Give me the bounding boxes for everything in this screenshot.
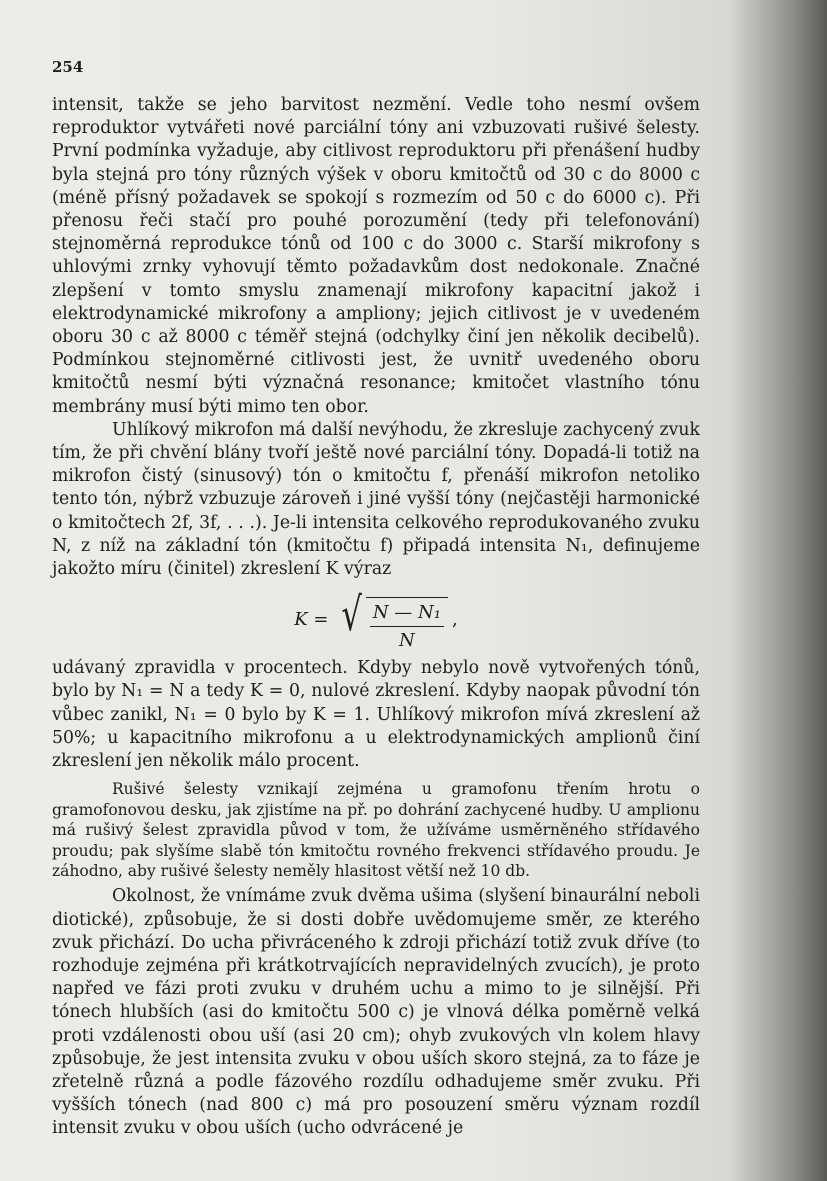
page-body [52, 94, 700, 1141]
paragraph: Okolnost, že vnímáme zvuk dvěma ušima (slyšení binaurální neboli diotické), způsobuje, že si dosti dobře uvědomujeme směr, ze kterého zvuk přichází. Do ucha přivráceného k zdroji přichází totiž zvuk dříve (to rozhoduje zejména při krátkotrvajících nepravidelných zvucích), je proto napřed ve fázi proti zvuku v druhém uchu a mimo to je silnější. Při tónech hlubších (asi do kmitočtu 500 c) je vlnová délka poměrně velká proti vzdálenosti obou uší (asi 20 cm); ohyb zvukových vln kolem hlavy způsobuje, že jest intensita zvuku v obou uších skoro stejná, za to fáze je zřetelně různá a podle fázového rozdílu odhadujeme směr zvuku. Při vyšších tónech (nad 800 c) má pro posouzení směru význam rozdíl intensit zvuku v obou uších (ucho odvrácené je [52, 886, 700, 1139]
square-root [337, 587, 448, 652]
paragraph: intensit, takže se jeho barvitost nezmění. Vedle toho nesmí ovšem reproduktor vytvářeti nové parciální tóny ani vzbuzovati rušivé šelesty. První podmínka vyžaduje, aby citlivost reproduktoru při přenášení hudby byla stejná pro tóny různých výšek v oboru kmitočtů od 30 c do 8000 c (méně přísný požadavek se spokojí s rozmezím od 50 c do 6000 c). Při přenosu řeči stačí pro pouhé porozumění (tedy při telefonování) stejnoměrná reprodukce tónů od 100 c do 3000 c. Starší mikrofony s uhlovými zrnky vyhovují těmto požadavkům dost nedokonale. Značné zlepšení v tomto smyslu znamenají mikrofony kapacitní jakož i elektrodynamické mikrofony a ampliony; jejich citlivost je v uvedeném oboru 30 c až 8000 c téměř stejná (odchylky činí jen několik decibelů). Podmínkou stejnoměrné citlivosti jest, že uvnitř uvedeného oboru kmitočtů nesmí býti význačná resonance; kmitočet vlastního tónu membrány musí býti mimo ten obor. [52, 95, 700, 417]
distortion-formula [52, 583, 700, 655]
fraction-denominator: N [399, 629, 415, 651]
formula-lhs: K = [294, 608, 329, 630]
fraction-numerator: N — N₁ [370, 601, 444, 627]
paragraph: udávaný zpravidla v procentech. Kdyby nebylo nově vytvořených tónů, bylo by N₁ = N a tedy K = 0, nulové zkreslení. Kdyby naopak původní tón vůbec zanikl, N₁ = 0 bylo by K = 1. Uhlíkový mikrofon mívá zkreslení až 50%; u kapacitního mikrofonu a u elektrodynamických amplionů činí zkreslení jen několik málo procent. [52, 658, 700, 772]
paragraph: Uhlíkový mikrofon má další nevýhodu, že zkresluje zachycený zvuk tím, že při chvění blány tvoří ještě nové parciální tóny. Dopadá-li totiž na mikrofon čistý (sinusový) tón o kmitočtu f, přenáší mikrofon netoliko tento tón, nýbrž vzbuzuje zároveň i jiné vyšší tóny (nejčastěji harmonické o kmitočtech 2f, 3f, . . .). Je-li intensita celkového reprodukovaného zvuku N, z níž na základní tón (kmitočtu f) připadá intensita N₁, definujeme jakožto míru (činitel) zkreslení K výraz [52, 419, 700, 580]
formula-comma: , [452, 608, 458, 630]
radical-sign-icon: √ [340, 586, 362, 641]
page-number: 254 [52, 58, 84, 76]
fraction [366, 597, 448, 652]
small-print-paragraph: Rušivé šelesty vznikají zejména u gramofonu třením hrotu o gramofonovou desku, jak zjistíme na př. po dohrání zachycené hudby. U amplionu má rušivý šelest zpravidla původ v tom, že užíváme usměrněného střídavého proudu; pak slyšíme slabě tón kmitočtu rovného frekvenci střídavého proudu. Je záhodno, aby rušivé šelesty neměly hlasitost větší než 10 db. [52, 780, 700, 880]
